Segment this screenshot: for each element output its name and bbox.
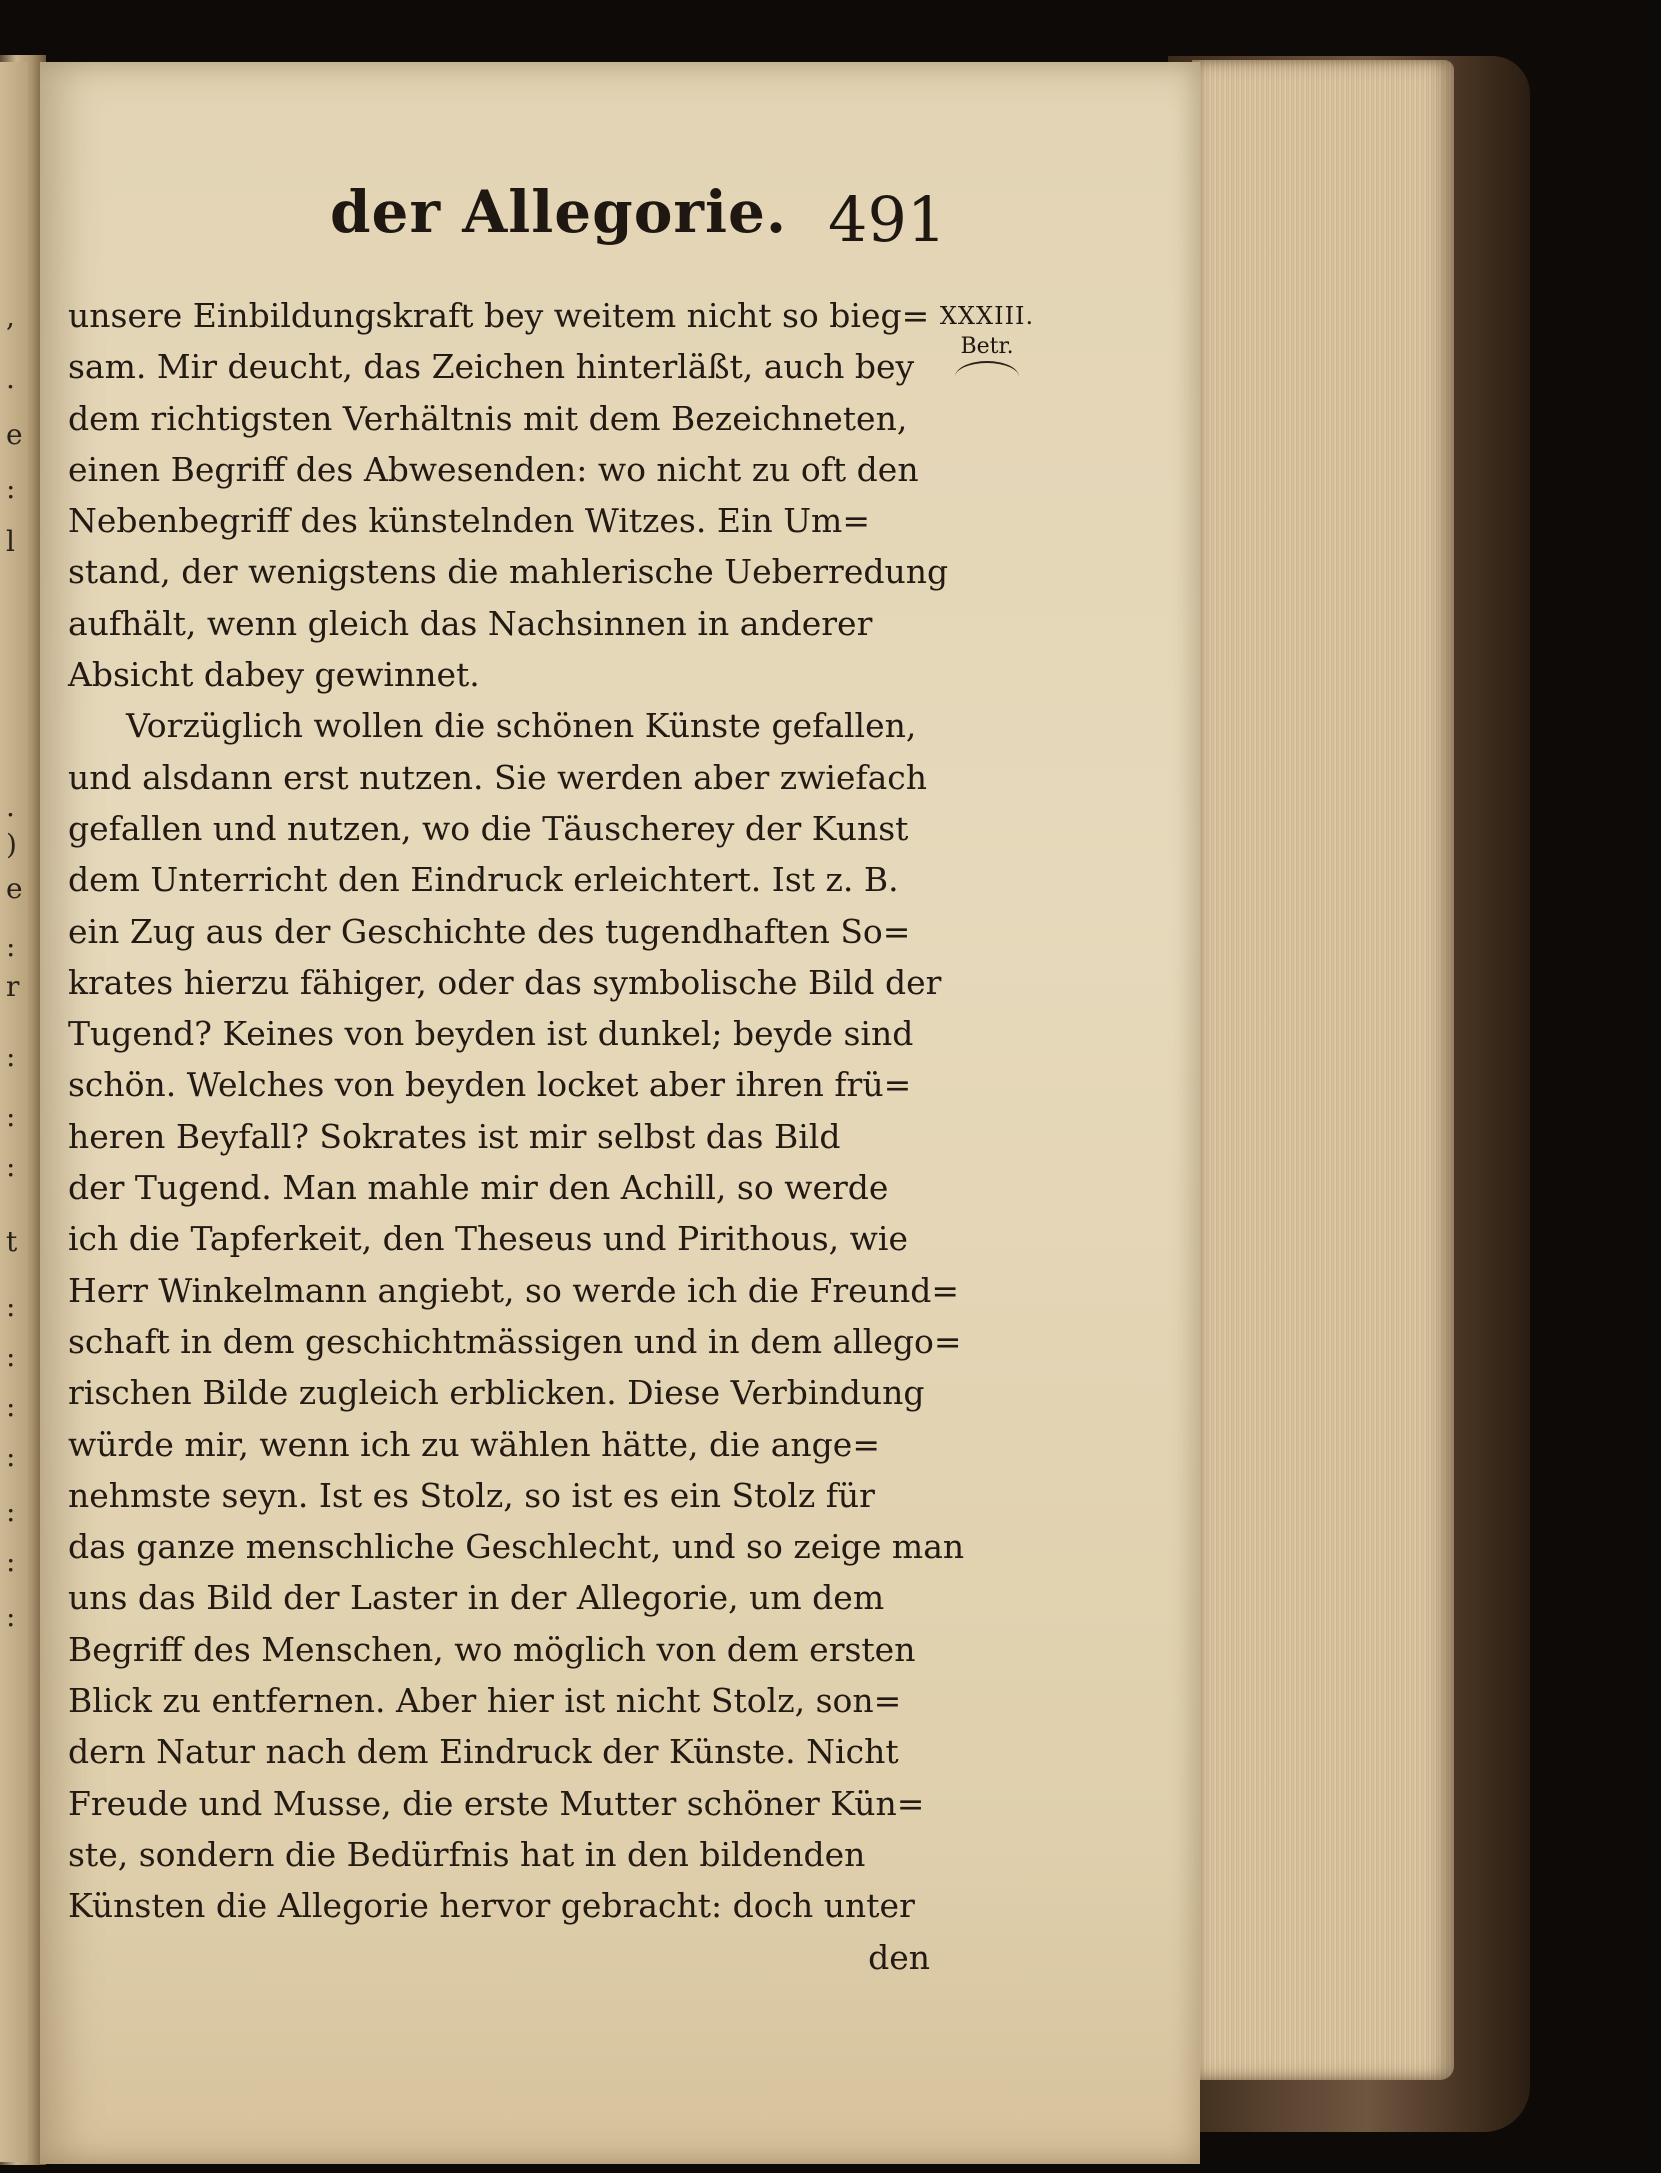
text-line: ein Zug aus der Geschichte des tugendhaften So= [68,911,911,951]
facing-page-fragment: : [6,1040,16,1073]
facing-page-fragment: : [6,1545,16,1578]
facing-page-sliver [0,62,28,2162]
text-line: ich die Tapferkeit, den Theseus und Pirithous, wie [68,1219,908,1259]
facing-page-fragment: : [6,1440,16,1473]
text-line: Vorzüglich wollen die schönen Künste gefallen, [126,706,917,746]
facing-page-fragment: l [6,525,15,558]
text-line: Absicht dabey gewinnet. [68,655,480,695]
text-line: dem richtigsten Verhältnis mit dem Bezeichneten, [68,398,908,438]
facing-page-fragment: . [6,790,15,823]
facing-page-fragment: : [6,1390,16,1423]
page-edges [1192,60,1454,2080]
text-line: gefallen und nutzen, wo die Täuscherey der Kunst [68,808,909,848]
facing-page-fragment: : [6,472,16,505]
text-line: dem Unterricht den Eindruck erleichtert. Ist z. B. [68,860,899,900]
text-line: Nebenbegriff des künstelnden Witzes. Ein Um= [68,501,870,541]
text-line: und alsdann erst nutzen. Sie werden aber zwiefach [68,757,928,797]
text-line: uns das Bild der Laster in der Allegorie, um dem [68,1578,885,1618]
text-line: Blick zu entfernen. Aber hier ist nicht Stolz, son= [68,1681,902,1721]
facing-page-fragment: : [6,1100,16,1133]
facing-page-fragment: ) [6,828,17,861]
text-line: einen Begriff des Abwesenden: wo nicht zu oft den [68,449,919,489]
facing-page-fragment: e [6,872,23,905]
facing-page-fragment: t [6,1225,18,1258]
facing-page-fragment: . [6,362,15,395]
text-line: krates hierzu fähiger, oder das symbolische Bild der [68,962,942,1002]
facing-page-fragment: e [6,418,23,451]
facing-page-fragment: , [6,300,15,333]
text-line: unsere Einbildungskraft bey weitem nicht so bieg= [68,296,930,335]
body-text [68,290,965,1983]
text-line: stand, der wenigstens die mahlerische Ueberredung [68,552,949,592]
facing-page-fragment: : [6,1290,16,1323]
text-line: das ganze menschliche Geschlecht, und so zeige man [68,1527,965,1567]
text-line: schön. Welches von beyden locket aber ihren frü= [68,1065,912,1105]
text-line: schaft in dem geschichtmässigen und in dem allego= [68,1321,962,1361]
text-line: Herr Winkelmann angiebt, so werde ich die Freund= [68,1270,959,1310]
catchword: den [868,1937,930,1977]
page-number: 491 [828,183,947,256]
margin-note [932,302,1042,377]
facing-page-fragment: : [6,930,16,963]
text-line: würde mir, wenn ich zu wählen hätte, die ange= [68,1424,880,1464]
text-line: nehmste seyn. Ist es Stolz, so ist es ein Stolz für [68,1475,875,1515]
text-line: Tugend? Keines von beyden ist dunkel; beyde sind [68,1014,914,1054]
margin-note-abbreviation: Betr. [960,334,1014,359]
text-line: aufhält, wenn gleich das Nachsinnen in anderer [68,603,873,643]
margin-note-number: XXXIII. [939,302,1035,330]
facing-page-fragment: : [6,1340,16,1373]
facing-page-fragment: : [6,1150,16,1183]
text-line: Begriff des Menschen, wo möglich von dem ersten [68,1629,916,1669]
facing-page-fragment: : [6,1495,16,1528]
text-line: dern Natur nach dem Eindruck der Künste. Nicht [68,1732,899,1772]
text-line: Künsten die Allegorie hervor gebracht: doch unter [68,1886,915,1926]
text-line: der Tugend. Man mahle mir den Achill, so werde [68,1168,889,1208]
text-line: heren Beyfall? Sokrates ist mir selbst das Bild [68,1116,841,1156]
text-line: Freude und Musse, die erste Mutter schöner Kün= [68,1783,925,1823]
facing-page-fragment: r [6,970,20,1003]
text-line: sam. Mir deucht, das Zeichen hinterläßt, auch bey [68,347,915,387]
brace-ornament [955,361,1019,377]
text-line: ste, sondern die Bedürfnis hat in den bildenden [68,1834,866,1874]
running-head: der Allegorie. [330,178,788,246]
facing-page-fragment: : [6,1600,16,1633]
text-line: rischen Bilde zugleich erblicken. Diese Verbindung [68,1373,925,1413]
